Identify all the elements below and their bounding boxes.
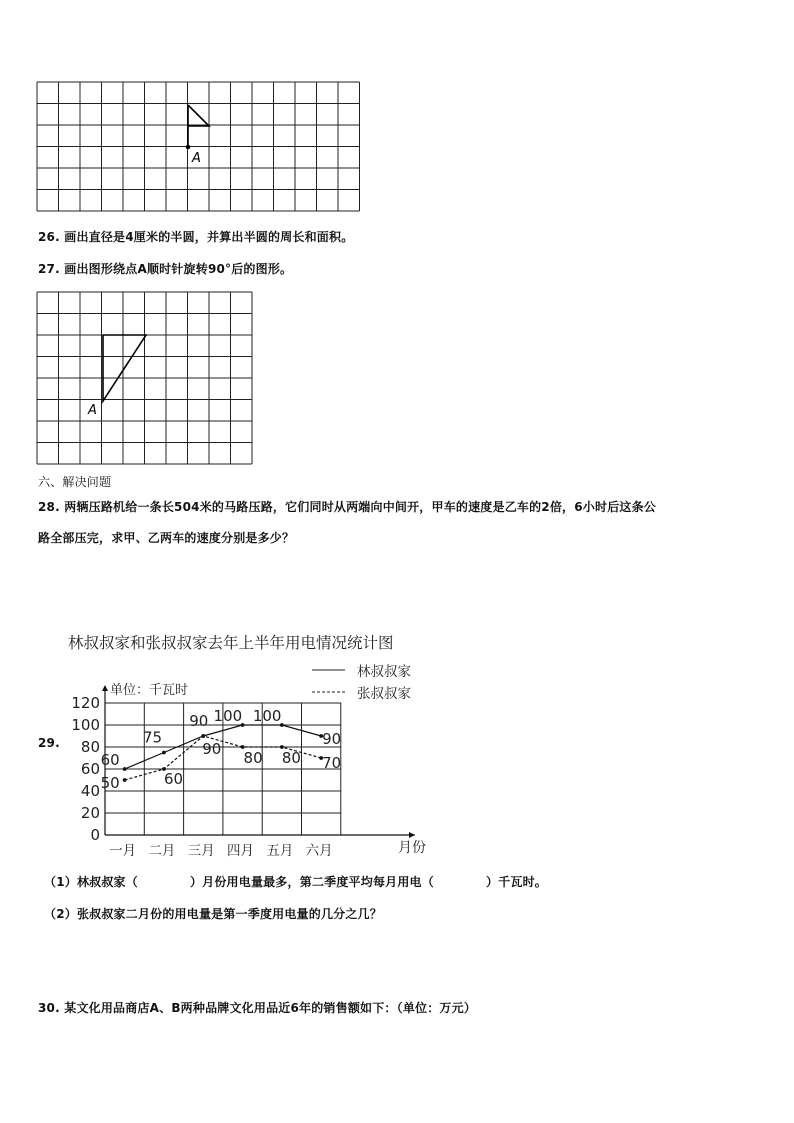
point-zhang — [201, 734, 205, 738]
question-28-number: 28. — [38, 500, 60, 514]
data-label-zhang: 60 — [163, 770, 184, 788]
legend-label-zhang: 张叔叔家 — [357, 686, 411, 702]
chart-y-tick-label: 40 — [80, 782, 100, 800]
question-26-text: 画出直径是4厘米的半圆，并算出半圆的周长和面积。 — [64, 230, 354, 244]
question-28-line1 — [38, 499, 656, 515]
data-label-zhang: 80 — [243, 749, 263, 767]
chart-unit-label: 单位：千瓦时 — [110, 683, 189, 698]
chart-x-tick-label: 六月 — [305, 843, 333, 859]
data-label-zhang: 50 — [100, 774, 120, 792]
chart-y-axis-arrow — [102, 685, 108, 691]
chart-y-tick-label: 20 — [80, 804, 100, 822]
q29-sub1-part3: ）千瓦时。 — [485, 875, 547, 889]
chart-x-axis-label: 月份 — [398, 840, 426, 856]
chart-y-tick-label: 80 — [80, 738, 100, 756]
chart-x-axis-arrow — [409, 832, 415, 838]
grid2-point-label: A — [88, 403, 97, 418]
data-label-lin: 60 — [100, 751, 120, 769]
question-29-number: 29. — [38, 736, 60, 750]
point-lin — [162, 751, 166, 755]
question-28-line2: 路全部压完，求甲、乙两车的速度分别是多少？ — [38, 531, 295, 545]
data-label-lin: 100 — [213, 707, 243, 725]
question-27 — [38, 261, 292, 277]
grid1-shape — [188, 105, 209, 126]
point-lin — [123, 767, 127, 771]
q29-sub1-part2: ）月份用电量最多，第二季度平均每月用电（ — [189, 875, 434, 889]
grid-figure-1 — [36, 81, 362, 213]
q29-sub1-part1: （1）林叔叔家（ — [44, 875, 138, 889]
grid1-point-label: A — [192, 151, 201, 166]
section-6-title: 六、解决问题 — [38, 475, 112, 489]
data-label-lin: 100 — [252, 707, 282, 725]
question-30 — [38, 1000, 476, 1016]
data-label-lin: 90 — [189, 712, 209, 730]
chart-x-tick-label: 一月 — [109, 843, 137, 859]
chart-y-tick-label: 60 — [80, 760, 100, 778]
chart-x-tick-label: 三月 — [187, 843, 215, 859]
electricity-line-chart — [60, 626, 440, 862]
chart-y-tick-label: 120 — [71, 694, 100, 712]
question-27-text: 画出图形绕点A顺时针旋转90°后的图形。 — [64, 262, 293, 276]
data-label-zhang: 80 — [281, 749, 301, 767]
question-27-number: 27. — [38, 262, 60, 276]
question-29-sub2: （2）张叔叔家二月份的用电量是第一季度用电量的几分之几？ — [44, 907, 382, 921]
grid-figure-2 — [36, 291, 256, 467]
data-label-zhang: 90 — [202, 740, 222, 758]
chart-x-tick-label: 二月 — [148, 843, 176, 859]
data-label-lin: 90 — [322, 730, 342, 748]
chart-title: 林叔叔家和张叔叔家去年上半年用电情况统计图 — [68, 634, 394, 652]
question-30-number: 30. — [38, 1001, 60, 1015]
chart-y-tick-label: 100 — [71, 716, 100, 734]
question-29-sub1 — [44, 874, 547, 890]
chart-legend — [312, 663, 411, 702]
chart-x-tick-label: 五月 — [266, 843, 294, 859]
question-26-number: 26. — [38, 230, 60, 244]
chart-y-tick-label: 0 — [90, 826, 100, 844]
data-label-zhang: 70 — [322, 754, 342, 772]
legend-label-lin: 林叔叔家 — [357, 664, 411, 680]
question-30-text: 某文化用品商店A、B两种品牌文化用品近6年的销售额如下：（单位：万元） — [64, 1001, 477, 1015]
point-zhang — [123, 778, 127, 782]
question-26 — [38, 229, 353, 245]
data-label-lin: 75 — [142, 728, 163, 747]
question-28-text-line1: 两辆压路机给一条长504米的马路压路，它们同时从两端向中间开，甲车的速度是乙车的2倍，6小时后这条公 — [64, 500, 657, 514]
grid2-triangle — [103, 335, 146, 401]
chart-x-tick-label: 四月 — [227, 843, 255, 859]
grid1-point-a — [186, 145, 191, 150]
